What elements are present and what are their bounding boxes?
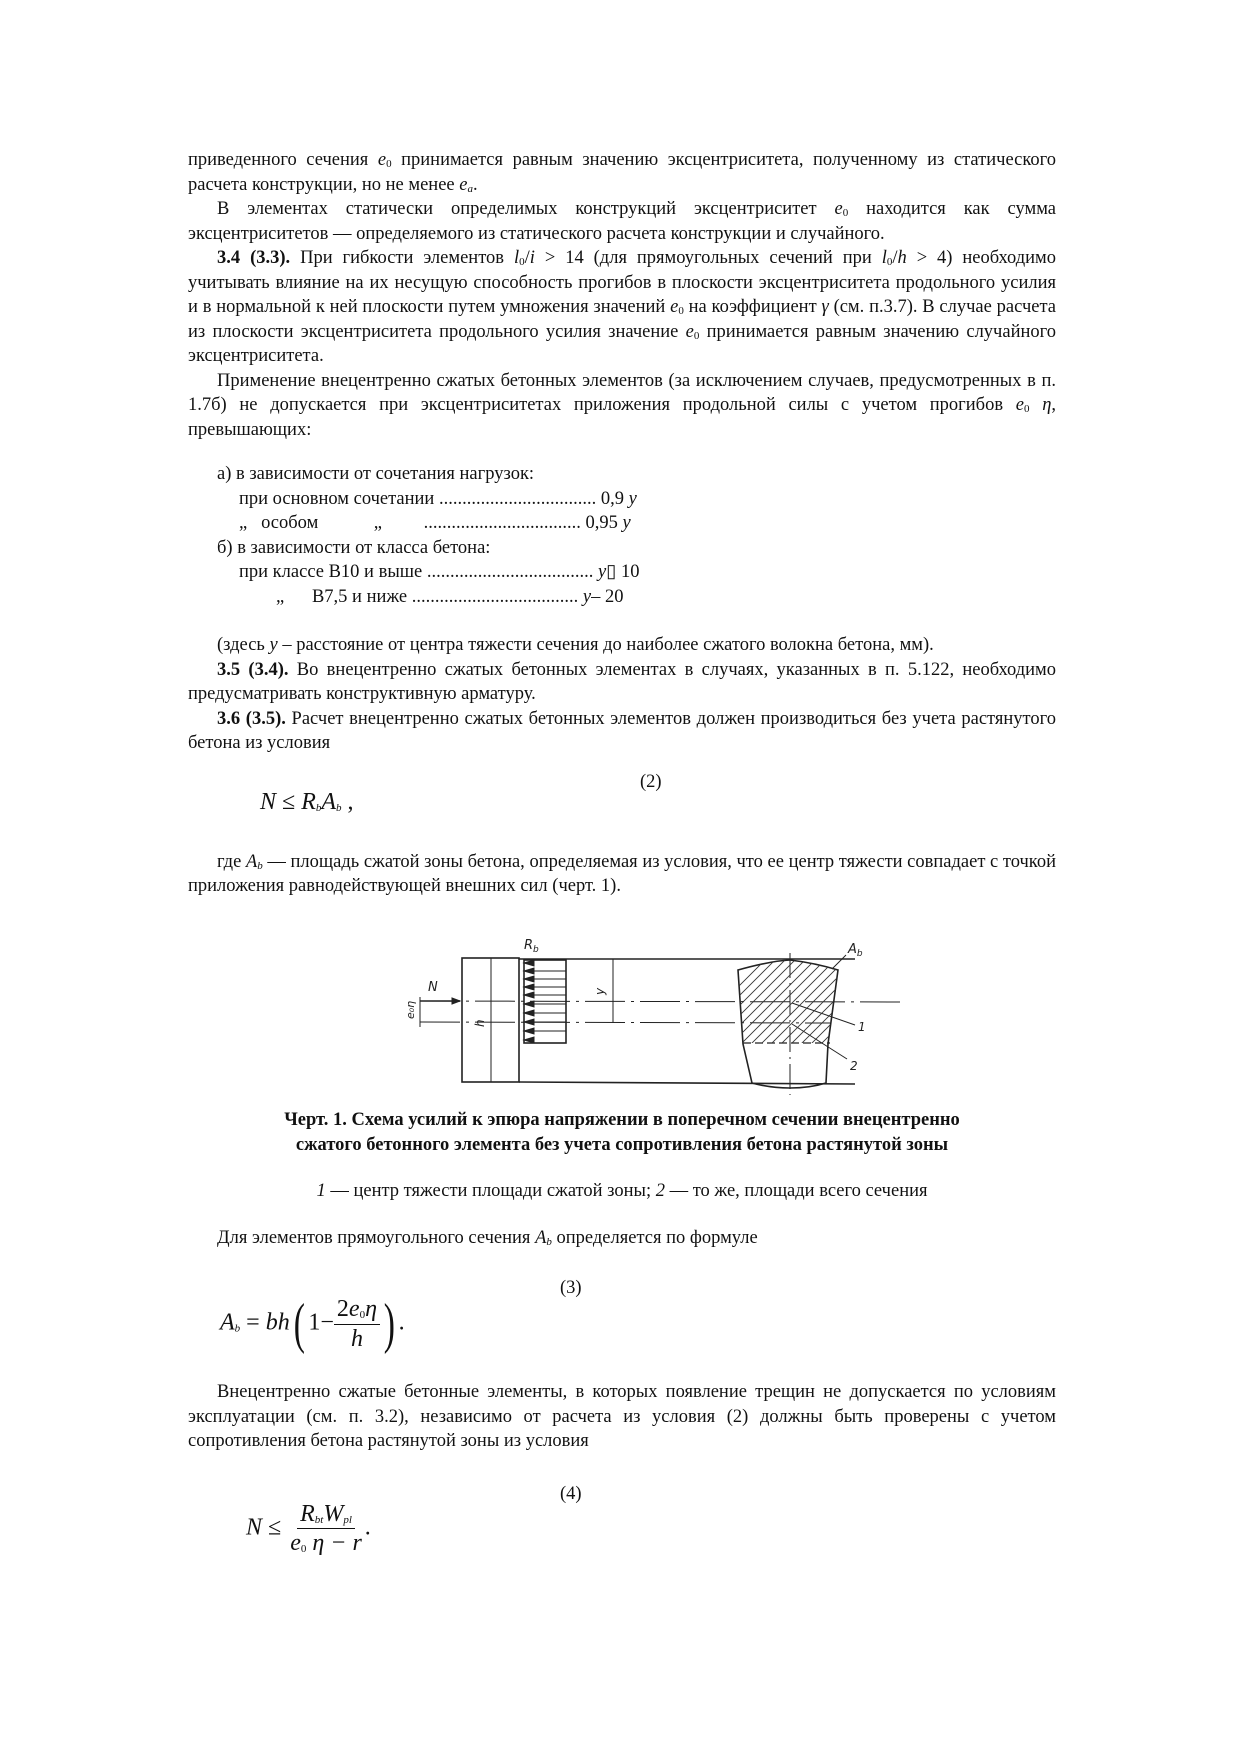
- svg-text:2: 2: [850, 1059, 858, 1073]
- paragraph-e0-definition: приведенного сечения $e_0$ принимается равным значению эксцентриситета, полученному из статического расчета конструкции, но не менее $e_a$.: [188, 150, 1056, 195]
- label-ab: $A_b$: [848, 942, 863, 959]
- list-item: „ В7,5 и ниже .................................... y – 20: [239, 586, 624, 607]
- label-n: N: [428, 980, 438, 995]
- formula-2: (2) $N \le R_bA_b$ ,: [260, 771, 662, 815]
- formula-4: (4) N ≤ $\frac{R_{bt}W_{pl}}{e_0 \eta - r}$ .: [246, 1483, 582, 1556]
- list-item: при основном сочетании .................................. 0,9 y: [239, 488, 637, 509]
- figure-caption: Черт. 1. Схема усилий к эпюра напряжении в поперечном сечении внецентренно сжатого бетонного элемента без учета сопротивления бетона растянутой зоны: [284, 1110, 960, 1155]
- equation-number: (3): [560, 1278, 582, 1298]
- section-number: 3.6 (3.5).: [217, 708, 286, 729]
- figure-1-diagram: [400, 925, 900, 1095]
- svg-text:1: 1: [858, 1020, 866, 1034]
- paragraph-3-5: 3.5 (3.4). Во внецентренно сжатых бетонных элементах в случаях, указанных в п. 5.122, необходимо предусматривать конструктивную арматуру.: [188, 659, 1056, 704]
- section-number: 3.4 (3.3).: [217, 248, 291, 268]
- equation-number: (4): [560, 1483, 582, 1504]
- list-heading-b: б) в зависимости от класса бетона:: [217, 537, 491, 558]
- paragraph-3-6: 3.6 (3.5). Расчет внецентренно сжатых бетонных элементов должен производиться без учета растянутого бетона из условия: [188, 708, 1056, 753]
- svg-text:e₀η: e₀η: [404, 1000, 417, 1019]
- equation-number: (2): [640, 771, 662, 792]
- paragraph-3-4: 3.4 (3.3). При гибкости элементов $l_0/i > 14$ (для прямоугольных сечений при $l_0/h > 4$) необходимо учитывать влияние на их несущую способность прогибов в плоскости эксцентриситета продольного усилия и в нормальной к ней плоскости путем умножения значений $e_0$ на коэффициент γ (см. п.3.7). В случае расчета из плоскости эксцентриситета продольного усилия значение $e_0$ принимается равным значению случайного эксцентриситета.: [188, 248, 1057, 366]
- figure-legend: 1 — центр тяжести площади сжатой зоны; 2 — то же, площади всего сечения: [316, 1181, 928, 1201]
- paragraph-y-note: (здесь y – расстояние от центра тяжести сечения до наиболее сжатого волокна бетона, мм).: [217, 635, 934, 655]
- paragraph-crack-check: Внецентренно сжатые бетонные элементы, в которых появление трещин не допускается по условиям эксплуатации (см. п. 3.2), независимо от расчета из условия (2) должны быть проверены с учетом сопротивления бетона растянутой зоны из условия: [188, 1382, 1056, 1451]
- formula-3: (3) $A_b = bh$( 1− $\frac{2e_0\eta}{h}$ ) .: [220, 1278, 582, 1355]
- list-item: при классе В10 и выше .................................... y ▯ 10: [239, 562, 640, 582]
- section-number: 3.5 (3.4).: [217, 659, 289, 680]
- paragraph-rectangular: Для элементов прямоугольного сечения $A_b$ определяется по формуле: [217, 1227, 758, 1248]
- svg-text:h: h: [473, 1019, 487, 1027]
- document-page: [188, 148, 1056, 899]
- label-rb: $R_b$: [524, 938, 539, 955]
- paragraph-ab-definition: где $A_b$ — площадь сжатой зоны бетона, определяемая из условия, что ее центр тяжести совпадает с точкой приложения равнодействующей внешних сил (черт. 1).: [188, 851, 1057, 896]
- list-heading-a: а) в зависимости от сочетания нагрузок:: [217, 464, 535, 484]
- paragraph-application: Применение внецентренно сжатых бетонных элементов (за исключением случаев, предусмотренных в п. 1.7б) не допускается при эксцентриситетах приложения продольной силы с учетом прогибов $e_0$ η, превышающих:: [188, 370, 1057, 440]
- list-item: „ особом „ .................................. 0,95 y: [239, 513, 631, 533]
- limits-list: [188, 462, 1056, 609]
- paragraph-static-determinate: В элементах статически определимых конструкций эксцентриситет $e_0$ находится как сумма эксцентриситетов — определяемого из статического расчета конструкции и случайного.: [188, 199, 1056, 244]
- svg-text:y: y: [593, 987, 607, 995]
